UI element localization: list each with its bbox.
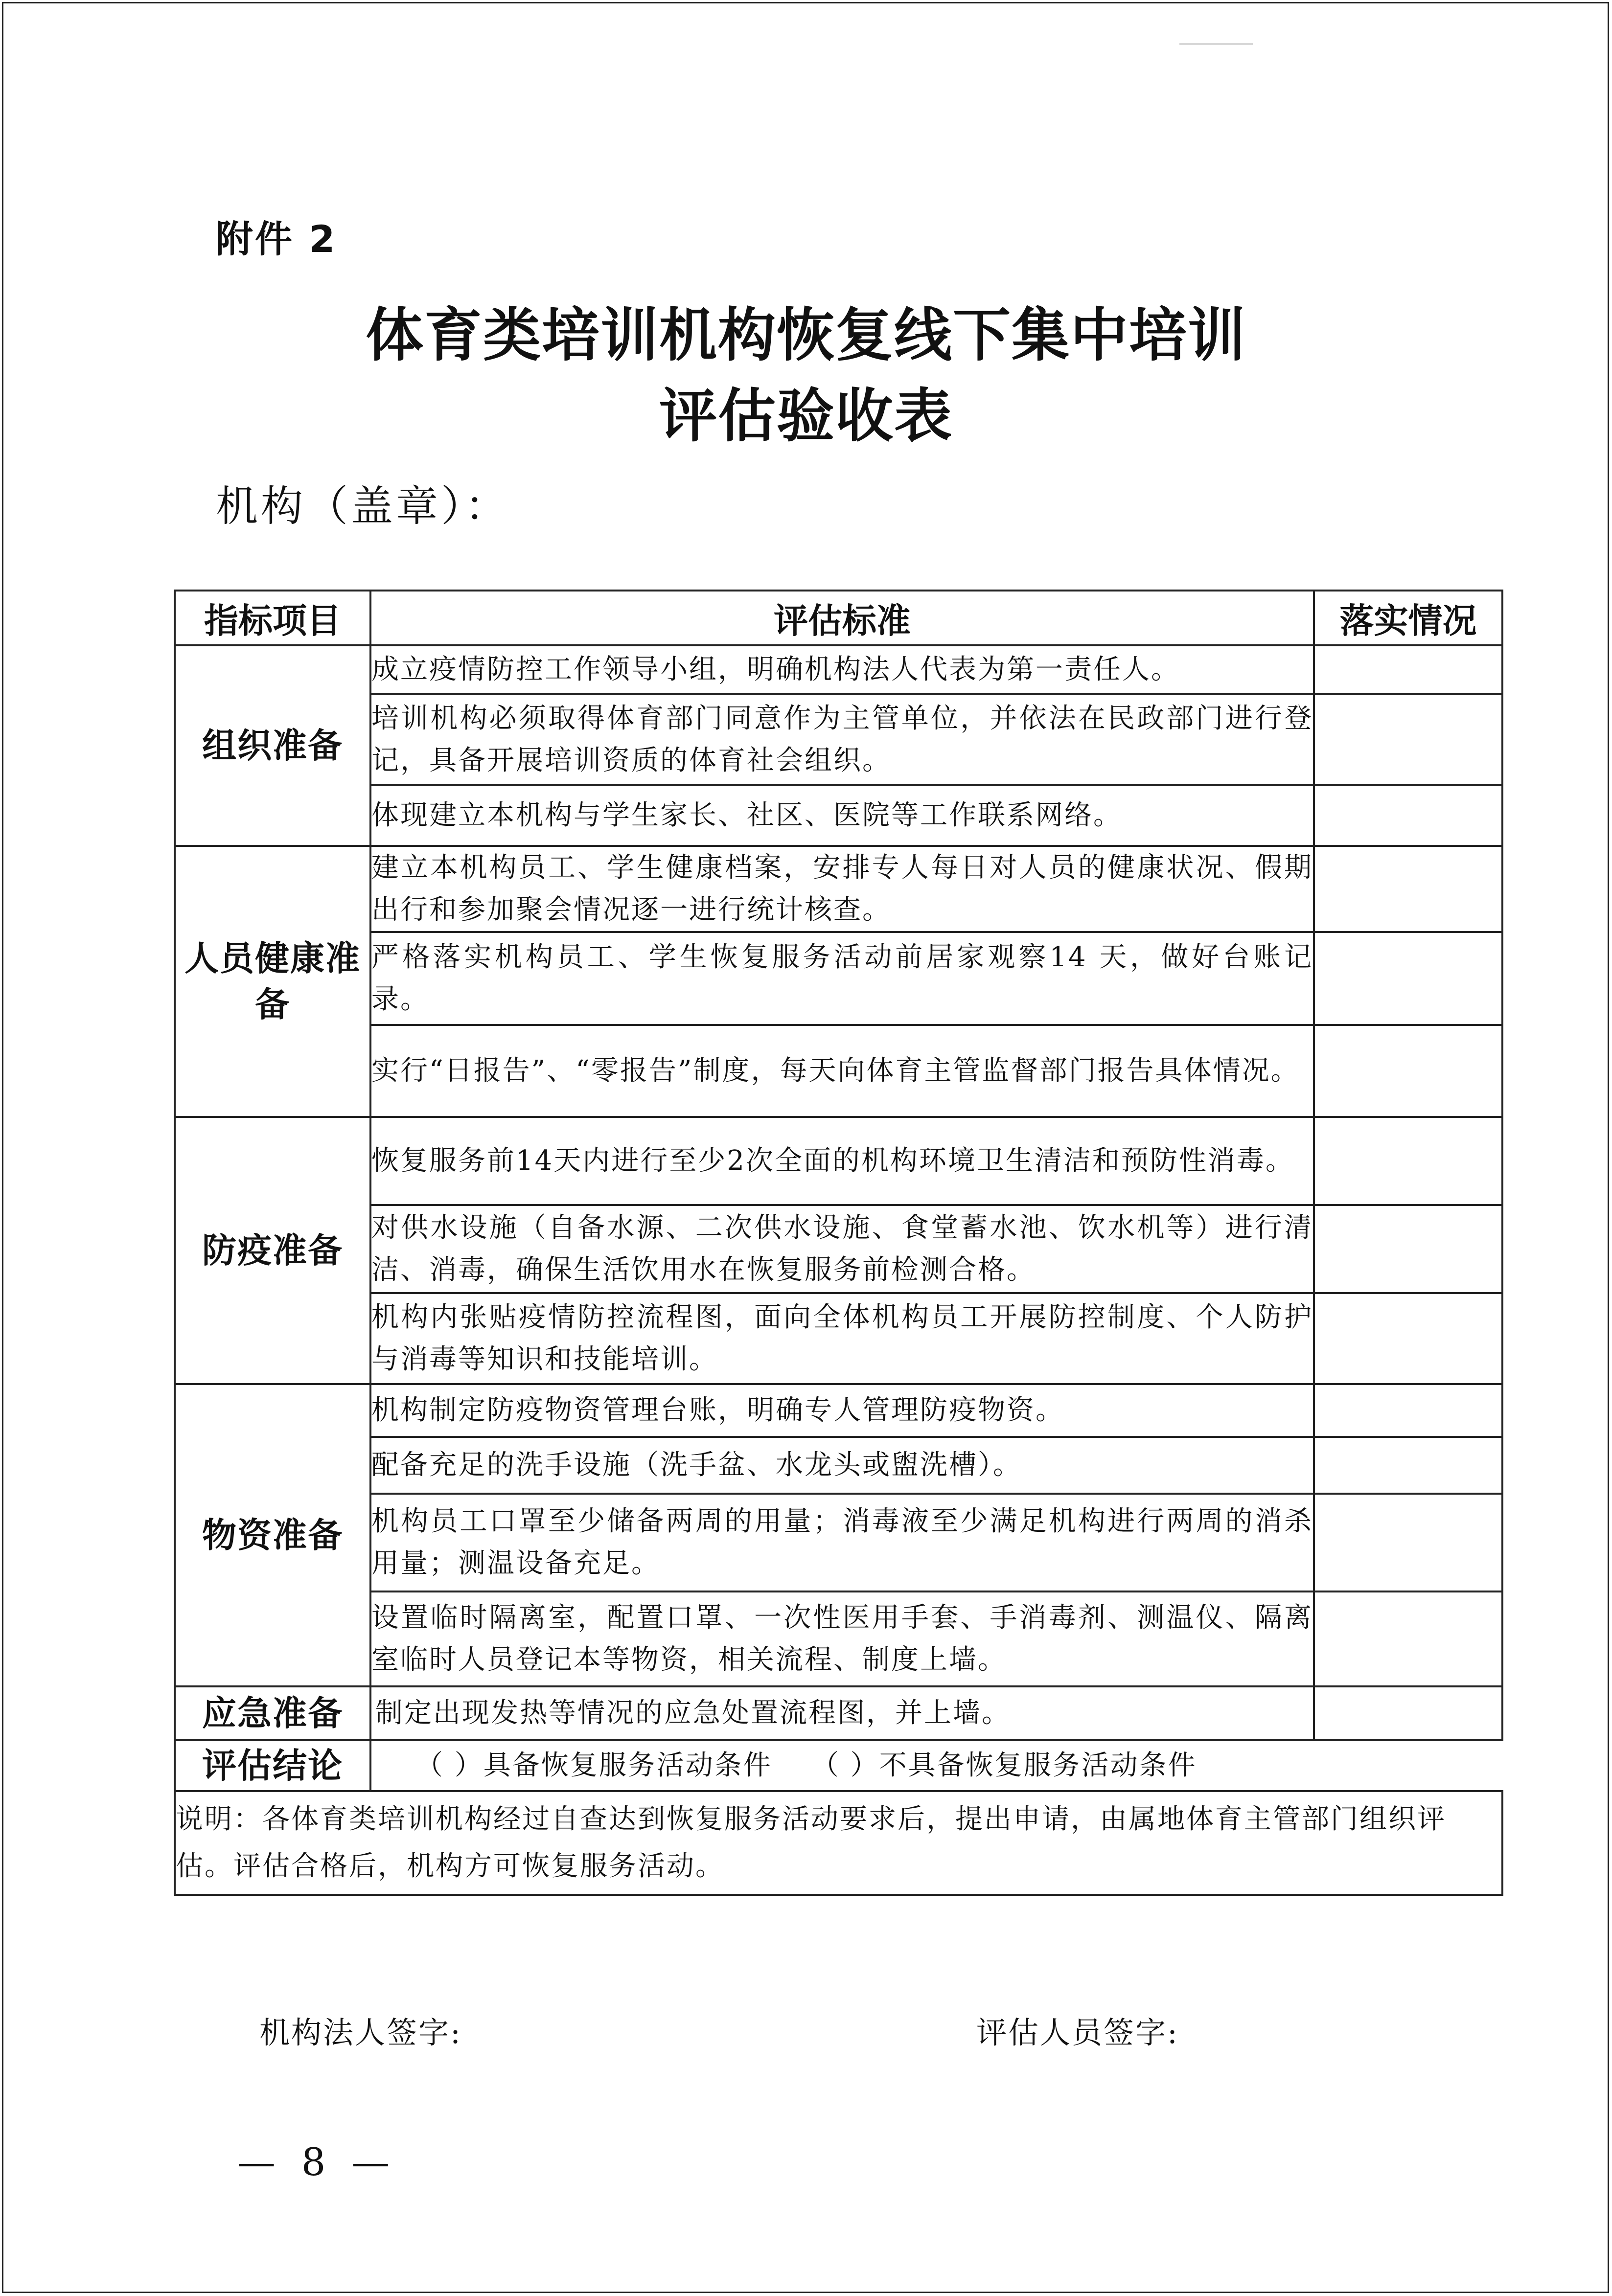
conclusion-option-qualified[interactable]: （ ）具备恢复服务活动条件: [415, 1750, 772, 1781]
table-row: [175, 1117, 1502, 1205]
table-row: [175, 1494, 1502, 1591]
column-header-status: 落实情况: [1314, 591, 1502, 645]
criterion-cell: 制定出现发热等情况的应急处置流程图，并上墙。: [370, 1686, 1314, 1740]
status-cell[interactable]: [1314, 846, 1502, 932]
category-cell: 组织准备: [175, 645, 370, 846]
table-row: [175, 1384, 1502, 1437]
note-text: 说明：各体育类培训机构经过自查达到恢复服务活动要求后，提出申请，由属地体育主管部门组织评估。评估合格后，机构方可恢复服务活动。: [175, 1791, 1502, 1895]
assessor-signature-label: 评估人员签字:: [976, 2015, 1179, 2050]
evaluation-table: [174, 590, 1503, 1896]
status-cell[interactable]: [1314, 1205, 1502, 1293]
criterion-cell: 建立本机构员工、学生健康档案，安排专人每日对人员的健康状况、假期出行和参加聚会情况逐一进行统计核查。: [370, 846, 1314, 932]
table-row: [175, 1686, 1502, 1740]
table-row: [175, 1437, 1502, 1494]
status-cell[interactable]: [1314, 932, 1502, 1025]
status-cell[interactable]: [1314, 694, 1502, 785]
table-row: [175, 846, 1502, 932]
table-row: [175, 1293, 1502, 1384]
table-row: [175, 785, 1502, 846]
scan-mark: [1179, 43, 1253, 45]
table-row: [175, 1591, 1502, 1686]
criterion-cell: 配备充足的洗手设施（洗手盆、水龙头或盥洗槽）。: [370, 1437, 1314, 1494]
criterion-cell: 体现建立本机构与学生家长、社区、医院等工作联系网络。: [370, 785, 1314, 846]
legal-representative-signature-label: 机构法人签字:: [259, 2015, 462, 2050]
criterion-cell: 机构员工口罩至少储备两周的用量；消毒液至少满足机构进行两周的消杀用量；测温设备充足。: [370, 1494, 1314, 1591]
conclusion-options: [370, 1740, 1502, 1791]
page-number: — 8 —: [237, 2140, 397, 2184]
column-header-criteria: 评估标准: [370, 591, 1314, 645]
criterion-cell: 严格落实机构员工、学生恢复服务活动前居家观察14 天，做好台账记录。: [370, 932, 1314, 1025]
table-row: [175, 645, 1502, 694]
conclusion-label: 评估结论: [175, 1740, 370, 1791]
note-row: [175, 1791, 1502, 1895]
criterion-cell: 恢复服务前14天内进行至少2次全面的机构环境卫生清洁和预防性消毒。: [370, 1117, 1314, 1205]
table-row: [175, 1205, 1502, 1293]
table-row: [175, 694, 1502, 785]
category-cell: 防疫准备: [175, 1117, 370, 1384]
conclusion-option-not-qualified[interactable]: （ ）不具备恢复服务活动条件: [811, 1750, 1197, 1781]
criterion-cell: 设置临时隔离室，配置口罩、一次性医用手套、手消毒剂、测温仪、隔离室临时人员登记本等物资，相关流程、制度上墙。: [370, 1591, 1314, 1686]
status-cell[interactable]: [1314, 1293, 1502, 1384]
table-row: [175, 932, 1502, 1025]
status-cell[interactable]: [1314, 1494, 1502, 1591]
status-cell[interactable]: [1314, 1117, 1502, 1205]
criterion-cell: 成立疫情防控工作领导小组，明确机构法人代表为第一责任人。: [370, 645, 1314, 694]
status-cell[interactable]: [1314, 1437, 1502, 1494]
status-cell[interactable]: [1314, 645, 1502, 694]
criterion-cell: 机构制定防疫物资管理台账，明确专人管理防疫物资。: [370, 1384, 1314, 1437]
table-header-row: [175, 591, 1502, 645]
criterion-cell: 对供水设施（自备水源、二次供水设施、食堂蓄水池、饮水机等）进行清洁、消毒，确保生活饮用水在恢复服务前检测合格。: [370, 1205, 1314, 1293]
table-row: [175, 1025, 1502, 1117]
attachment-label: 附件 2: [216, 217, 337, 261]
category-cell: 应急准备: [175, 1686, 370, 1740]
institution-stamp-label: 机构（盖章）：: [216, 482, 510, 531]
status-cell[interactable]: [1314, 1025, 1502, 1117]
document-title-line2: 评估验收表: [659, 382, 953, 450]
status-cell[interactable]: [1314, 1591, 1502, 1686]
category-cell: 人员健康准备: [175, 846, 370, 1117]
category-cell: 物资准备: [175, 1384, 370, 1686]
conclusion-row: [175, 1740, 1502, 1791]
column-header-indicator: 指标项目: [175, 591, 370, 645]
criterion-cell: 培训机构必须取得体育部门同意作为主管单位，并依法在民政部门进行登记，具备开展培训资质的体育社会组织。: [370, 694, 1314, 785]
status-cell[interactable]: [1314, 1384, 1502, 1437]
criterion-cell: 机构内张贴疫情防控流程图，面向全体机构员工开展防控制度、个人防护与消毒等知识和技能培训。: [370, 1293, 1314, 1384]
document-title-line1: 体育类培训机构恢复线下集中培训: [365, 301, 1246, 369]
status-cell[interactable]: [1314, 1686, 1502, 1740]
status-cell[interactable]: [1314, 785, 1502, 846]
criterion-cell: 实行“日报告”、“零报告”制度，每天向体育主管监督部门报告具体情况。: [370, 1025, 1314, 1117]
